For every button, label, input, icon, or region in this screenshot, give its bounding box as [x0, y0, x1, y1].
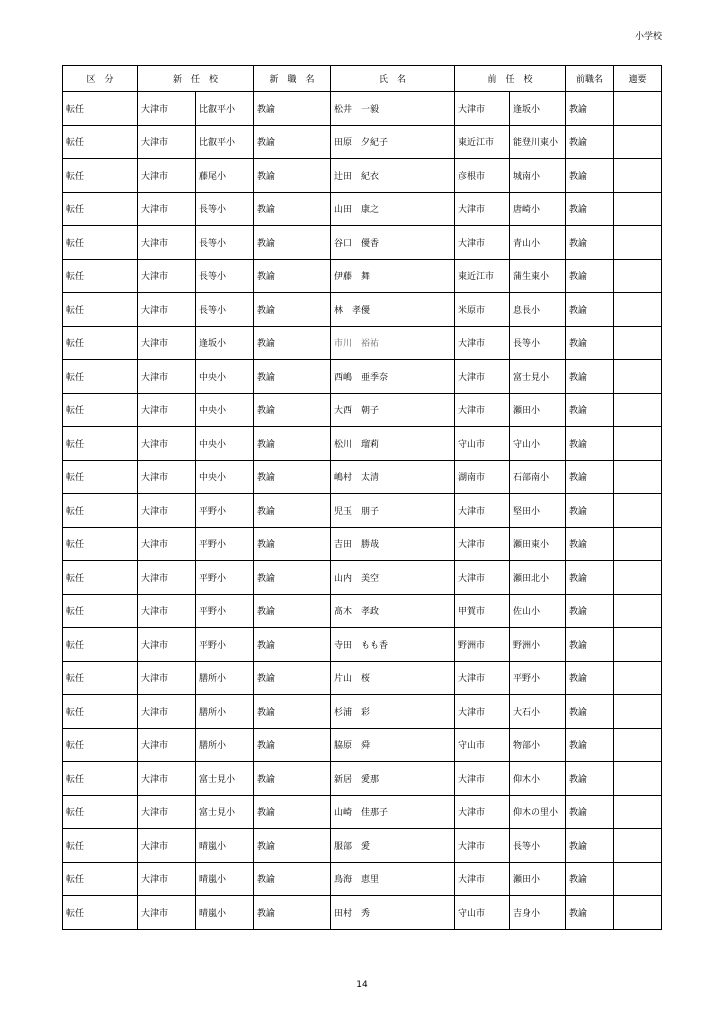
cell-new-city: 大津市 [138, 494, 196, 528]
cell-prev-city: 大津市 [455, 795, 510, 829]
page-number: 14 [356, 980, 368, 990]
cell-new-city: 大津市 [138, 561, 196, 595]
cell-new-city: 大津市 [138, 896, 196, 930]
cell-new-school: 平野小 [196, 494, 254, 528]
cell-remarks [614, 393, 662, 427]
cell-new-school: 平野小 [196, 628, 254, 662]
cell-kubun: 転任 [63, 594, 138, 628]
cell-name: 吉田 勝哉 [331, 527, 455, 561]
table-row [63, 393, 662, 427]
cell-new-position: 教諭 [254, 561, 331, 595]
cell-prev-position: 教諭 [566, 494, 614, 528]
cell-prev-city: 大津市 [455, 92, 510, 126]
table-row [63, 326, 662, 360]
cell-new-school: 晴嵐小 [196, 829, 254, 863]
cell-new-city: 大津市 [138, 527, 196, 561]
cell-kubun: 転任 [63, 360, 138, 394]
cell-new-school: 長等小 [196, 293, 254, 327]
cell-prev-city: 大津市 [455, 326, 510, 360]
cell-new-position: 教諭 [254, 795, 331, 829]
cell-new-school: 藤尾小 [196, 159, 254, 193]
cell-new-school: 比叡平小 [196, 92, 254, 126]
cell-remarks [614, 594, 662, 628]
cell-name: 鳥海 恵里 [331, 862, 455, 896]
table-row [63, 527, 662, 561]
cell-prev-school: 長等小 [510, 829, 566, 863]
table-row [63, 259, 662, 293]
table-row [63, 159, 662, 193]
cell-new-city: 大津市 [138, 92, 196, 126]
cell-prev-position: 教諭 [566, 125, 614, 159]
cell-name: 杉浦 彩 [331, 695, 455, 729]
cell-prev-school: 息長小 [510, 293, 566, 327]
cell-new-position: 教諭 [254, 125, 331, 159]
cell-new-city: 大津市 [138, 862, 196, 896]
table-header-row [63, 66, 662, 92]
cell-prev-school: 能登川東小 [510, 125, 566, 159]
cell-new-school: 平野小 [196, 527, 254, 561]
cell-prev-school: 石部南小 [510, 460, 566, 494]
cell-prev-position: 教諭 [566, 259, 614, 293]
cell-name: 市川 裕祐 [331, 326, 455, 360]
cell-prev-city: 大津市 [455, 494, 510, 528]
table-row [63, 762, 662, 796]
cell-new-city: 大津市 [138, 192, 196, 226]
cell-new-position: 教諭 [254, 862, 331, 896]
cell-new-position: 教諭 [254, 728, 331, 762]
cell-name: 松井 一毅 [331, 92, 455, 126]
cell-name: 田原 夕紀子 [331, 125, 455, 159]
cell-kubun: 転任 [63, 795, 138, 829]
cell-prev-position: 教諭 [566, 226, 614, 260]
cell-prev-school: 城南小 [510, 159, 566, 193]
table-row [63, 92, 662, 126]
header-kubun: 区 分 [63, 66, 138, 92]
table-row [63, 226, 662, 260]
cell-name: 松川 瑠莉 [331, 427, 455, 461]
cell-kubun: 転任 [63, 628, 138, 662]
cell-new-position: 教諭 [254, 594, 331, 628]
cell-name: 児玉 朋子 [331, 494, 455, 528]
cell-new-city: 大津市 [138, 594, 196, 628]
cell-prev-school: 吉身小 [510, 896, 566, 930]
cell-new-city: 大津市 [138, 360, 196, 394]
cell-new-school: 平野小 [196, 594, 254, 628]
cell-name: 片山 桜 [331, 661, 455, 695]
cell-kubun: 転任 [63, 427, 138, 461]
cell-new-position: 教諭 [254, 460, 331, 494]
cell-kubun: 転任 [63, 661, 138, 695]
cell-prev-city: 米原市 [455, 293, 510, 327]
cell-remarks [614, 427, 662, 461]
cell-new-position: 教諭 [254, 159, 331, 193]
cell-new-city: 大津市 [138, 226, 196, 260]
cell-new-position: 教諭 [254, 293, 331, 327]
cell-name: 辻田 紀衣 [331, 159, 455, 193]
cell-remarks [614, 728, 662, 762]
cell-prev-city: 東近江市 [455, 259, 510, 293]
cell-new-school: 中央小 [196, 360, 254, 394]
cell-name: 髙木 孝政 [331, 594, 455, 628]
cell-prev-position: 教諭 [566, 527, 614, 561]
cell-new-school: 比叡平小 [196, 125, 254, 159]
cell-kubun: 転任 [63, 460, 138, 494]
cell-prev-city: 湖南市 [455, 460, 510, 494]
cell-prev-school: 物部小 [510, 728, 566, 762]
cell-remarks [614, 293, 662, 327]
cell-prev-position: 教諭 [566, 628, 614, 662]
cell-prev-city: 大津市 [455, 762, 510, 796]
cell-kubun: 転任 [63, 829, 138, 863]
cell-kubun: 転任 [63, 293, 138, 327]
cell-new-school: 富士見小 [196, 762, 254, 796]
cell-name: 寺田 もも香 [331, 628, 455, 662]
cell-remarks [614, 628, 662, 662]
table-row [63, 795, 662, 829]
cell-remarks [614, 527, 662, 561]
cell-prev-school: 瀬田東小 [510, 527, 566, 561]
cell-kubun: 転任 [63, 561, 138, 595]
cell-new-school: 長等小 [196, 192, 254, 226]
cell-prev-school: 瀬田北小 [510, 561, 566, 595]
cell-name: 山田 康之 [331, 192, 455, 226]
cell-new-city: 大津市 [138, 762, 196, 796]
cell-new-position: 教諭 [254, 360, 331, 394]
cell-kubun: 転任 [63, 92, 138, 126]
table-body [63, 92, 662, 930]
cell-prev-school: 長等小 [510, 326, 566, 360]
cell-new-city: 大津市 [138, 460, 196, 494]
cell-new-school: 晴嵐小 [196, 862, 254, 896]
table-row [63, 728, 662, 762]
cell-prev-school: 蒲生東小 [510, 259, 566, 293]
cell-remarks [614, 896, 662, 930]
cell-prev-school: 平野小 [510, 661, 566, 695]
cell-kubun: 転任 [63, 326, 138, 360]
cell-new-position: 教諭 [254, 695, 331, 729]
cell-kubun: 転任 [63, 728, 138, 762]
cell-new-position: 教諭 [254, 494, 331, 528]
cell-name: 嶋村 太清 [331, 460, 455, 494]
header-name: 氏 名 [331, 66, 455, 92]
cell-prev-city: 大津市 [455, 360, 510, 394]
cell-new-city: 大津市 [138, 829, 196, 863]
cell-prev-school: 瀬田小 [510, 862, 566, 896]
cell-remarks [614, 695, 662, 729]
cell-remarks [614, 829, 662, 863]
cell-new-school: 長等小 [196, 259, 254, 293]
cell-new-position: 教諭 [254, 427, 331, 461]
category-label: 小学校 [634, 32, 662, 42]
cell-new-city: 大津市 [138, 427, 196, 461]
cell-prev-city: 守山市 [455, 896, 510, 930]
cell-prev-city: 甲賀市 [455, 594, 510, 628]
cell-prev-position: 教諭 [566, 728, 614, 762]
cell-remarks [614, 326, 662, 360]
cell-new-city: 大津市 [138, 695, 196, 729]
personnel-table [62, 65, 662, 930]
cell-kubun: 転任 [63, 527, 138, 561]
cell-prev-position: 教諭 [566, 92, 614, 126]
cell-remarks [614, 494, 662, 528]
cell-name: 谷口 優香 [331, 226, 455, 260]
cell-remarks [614, 661, 662, 695]
cell-prev-position: 教諭 [566, 427, 614, 461]
header-prev-position: 前職名 [566, 66, 614, 92]
cell-new-school: 逢坂小 [196, 326, 254, 360]
cell-prev-position: 教諭 [566, 561, 614, 595]
cell-prev-city: 大津市 [455, 561, 510, 595]
cell-prev-position: 教諭 [566, 896, 614, 930]
cell-kubun: 転任 [63, 494, 138, 528]
header-new-position: 新 職 名 [254, 66, 331, 92]
table-row [63, 561, 662, 595]
cell-new-school: 富士見小 [196, 795, 254, 829]
table-row [63, 293, 662, 327]
table-row [63, 494, 662, 528]
cell-new-position: 教諭 [254, 896, 331, 930]
cell-new-position: 教諭 [254, 92, 331, 126]
cell-prev-position: 教諭 [566, 326, 614, 360]
table-row [63, 460, 662, 494]
cell-kubun: 転任 [63, 159, 138, 193]
cell-new-school: 膳所小 [196, 695, 254, 729]
cell-kubun: 転任 [63, 226, 138, 260]
cell-new-city: 大津市 [138, 661, 196, 695]
header-new-school: 新 任 校 [138, 66, 254, 92]
cell-kubun: 転任 [63, 125, 138, 159]
table-row [63, 360, 662, 394]
cell-name: 山崎 佳那子 [331, 795, 455, 829]
table-row [63, 862, 662, 896]
cell-new-city: 大津市 [138, 326, 196, 360]
cell-name: 田村 秀 [331, 896, 455, 930]
cell-remarks [614, 125, 662, 159]
cell-remarks [614, 762, 662, 796]
header-remarks: 適要 [614, 66, 662, 92]
cell-prev-city: 大津市 [455, 829, 510, 863]
table-row [63, 896, 662, 930]
cell-remarks [614, 561, 662, 595]
cell-new-city: 大津市 [138, 125, 196, 159]
cell-new-city: 大津市 [138, 795, 196, 829]
cell-kubun: 転任 [63, 192, 138, 226]
cell-prev-position: 教諭 [566, 695, 614, 729]
cell-new-city: 大津市 [138, 159, 196, 193]
cell-remarks [614, 159, 662, 193]
cell-new-school: 膳所小 [196, 661, 254, 695]
cell-remarks [614, 259, 662, 293]
cell-name: 脇原 舜 [331, 728, 455, 762]
cell-prev-school: 仰木小 [510, 762, 566, 796]
cell-prev-position: 教諭 [566, 460, 614, 494]
cell-prev-school: 大石小 [510, 695, 566, 729]
cell-new-city: 大津市 [138, 628, 196, 662]
cell-name: 山内 美空 [331, 561, 455, 595]
cell-prev-city: 守山市 [455, 427, 510, 461]
cell-new-position: 教諭 [254, 192, 331, 226]
cell-prev-position: 教諭 [566, 661, 614, 695]
cell-prev-school: 唐崎小 [510, 192, 566, 226]
table-row [63, 427, 662, 461]
cell-new-position: 教諭 [254, 393, 331, 427]
cell-kubun: 転任 [63, 259, 138, 293]
table-row [63, 829, 662, 863]
cell-prev-city: 大津市 [455, 695, 510, 729]
cell-prev-position: 教諭 [566, 762, 614, 796]
table-row [63, 594, 662, 628]
cell-prev-position: 教諭 [566, 594, 614, 628]
cell-prev-city: 野洲市 [455, 628, 510, 662]
cell-remarks [614, 460, 662, 494]
cell-prev-position: 教諭 [566, 192, 614, 226]
cell-new-school: 長等小 [196, 226, 254, 260]
cell-new-city: 大津市 [138, 728, 196, 762]
cell-prev-school: 守山小 [510, 427, 566, 461]
cell-prev-school: 瀬田小 [510, 393, 566, 427]
cell-remarks [614, 360, 662, 394]
cell-prev-school: 堅田小 [510, 494, 566, 528]
cell-new-position: 教諭 [254, 829, 331, 863]
cell-prev-city: 大津市 [455, 661, 510, 695]
cell-prev-city: 大津市 [455, 862, 510, 896]
cell-new-school: 中央小 [196, 427, 254, 461]
cell-new-school: 中央小 [196, 460, 254, 494]
cell-new-school: 晴嵐小 [196, 896, 254, 930]
cell-prev-school: 野洲小 [510, 628, 566, 662]
cell-prev-city: 彦根市 [455, 159, 510, 193]
cell-prev-city: 大津市 [455, 226, 510, 260]
cell-new-school: 中央小 [196, 393, 254, 427]
cell-new-city: 大津市 [138, 393, 196, 427]
cell-name: 伊藤 舞 [331, 259, 455, 293]
cell-prev-position: 教諭 [566, 360, 614, 394]
cell-prev-position: 教諭 [566, 795, 614, 829]
cell-prev-position: 教諭 [566, 159, 614, 193]
cell-prev-school: 佐山小 [510, 594, 566, 628]
cell-name: 大西 朝子 [331, 393, 455, 427]
cell-kubun: 転任 [63, 695, 138, 729]
cell-new-position: 教諭 [254, 326, 331, 360]
cell-new-position: 教諭 [254, 527, 331, 561]
cell-prev-city: 東近江市 [455, 125, 510, 159]
cell-prev-city: 大津市 [455, 527, 510, 561]
cell-remarks [614, 862, 662, 896]
table-row [63, 661, 662, 695]
cell-prev-city: 守山市 [455, 728, 510, 762]
cell-kubun: 転任 [63, 862, 138, 896]
cell-name: 林 孝優 [331, 293, 455, 327]
cell-new-position: 教諭 [254, 628, 331, 662]
header-prev-school: 前 任 校 [455, 66, 566, 92]
cell-kubun: 転任 [63, 762, 138, 796]
cell-new-position: 教諭 [254, 762, 331, 796]
cell-prev-position: 教諭 [566, 293, 614, 327]
table-row [63, 628, 662, 662]
cell-remarks [614, 226, 662, 260]
cell-new-school: 膳所小 [196, 728, 254, 762]
cell-prev-school: 青山小 [510, 226, 566, 260]
cell-prev-school: 仰木の里小 [510, 795, 566, 829]
cell-prev-city: 大津市 [455, 393, 510, 427]
cell-new-city: 大津市 [138, 259, 196, 293]
cell-name: 西嶋 亜季奈 [331, 360, 455, 394]
cell-name: 服部 愛 [331, 829, 455, 863]
cell-remarks [614, 795, 662, 829]
cell-prev-position: 教諭 [566, 862, 614, 896]
cell-prev-position: 教諭 [566, 393, 614, 427]
cell-new-position: 教諭 [254, 226, 331, 260]
cell-prev-position: 教諭 [566, 829, 614, 863]
cell-new-position: 教諭 [254, 259, 331, 293]
table-row [63, 125, 662, 159]
cell-new-position: 教諭 [254, 661, 331, 695]
cell-new-city: 大津市 [138, 293, 196, 327]
cell-new-school: 平野小 [196, 561, 254, 595]
table-row [63, 695, 662, 729]
cell-name: 新居 愛那 [331, 762, 455, 796]
cell-prev-school: 富士見小 [510, 360, 566, 394]
cell-remarks [614, 92, 662, 126]
cell-kubun: 転任 [63, 393, 138, 427]
cell-prev-city: 大津市 [455, 192, 510, 226]
table-row [63, 192, 662, 226]
cell-remarks [614, 192, 662, 226]
cell-prev-school: 逢坂小 [510, 92, 566, 126]
cell-kubun: 転任 [63, 896, 138, 930]
